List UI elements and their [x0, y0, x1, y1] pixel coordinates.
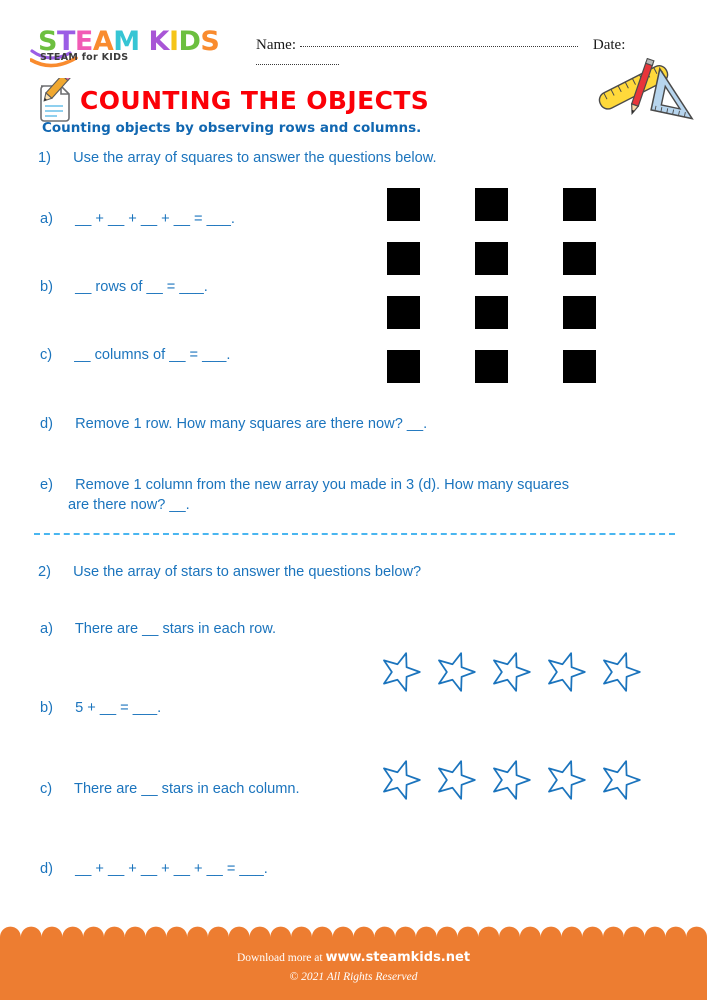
square-cell: [475, 242, 508, 275]
name-input-line[interactable]: [300, 36, 578, 47]
section1-prompt-text: Use the array of squares to answer the questions below.: [73, 150, 437, 166]
square-cell: [563, 242, 596, 275]
item-label: a): [40, 211, 53, 227]
section-divider: [34, 533, 675, 535]
date-input-line[interactable]: [256, 54, 339, 65]
section2-item-d: [40, 861, 268, 877]
logo-letter-6: K: [148, 26, 169, 57]
footer-download-text: Download more at: [236, 952, 323, 964]
square-cell: [475, 188, 508, 221]
squares-row: [387, 188, 596, 221]
item-text: Remove 1 column from the new array you made in 3 (d). How many squares: [75, 477, 570, 493]
item-text: __ + __ + __ + __ = ___.: [75, 211, 235, 227]
logo-letter-4: M: [113, 26, 140, 57]
section2-prompt-text: Use the array of stars to answer the questions below?: [73, 564, 422, 580]
section2-item-a: [40, 621, 276, 637]
logo-letter-0: S: [38, 26, 57, 57]
item-text: There are __ stars in each row.: [74, 621, 277, 637]
item-text: __ + __ + __ + __ + __ = ___.: [75, 861, 268, 877]
logo-letter-7: I: [168, 26, 179, 57]
logo-letter-8: D: [178, 26, 201, 57]
footer-download-line: [0, 950, 707, 965]
section1-item-e-line2: [68, 497, 190, 513]
stars-array-row-1: [378, 650, 642, 694]
star-icon: [598, 650, 642, 694]
squares-row: [387, 350, 596, 383]
item-label: c): [40, 781, 53, 797]
item-label: b): [40, 279, 53, 295]
item-text: __ rows of __ = ___.: [75, 279, 208, 295]
section1-item-b: [40, 279, 208, 295]
star-icon: [378, 758, 422, 802]
footer-scallop-edge: [0, 924, 707, 937]
star-icon: [433, 650, 477, 694]
name-date-row: [256, 36, 686, 60]
section2-item-b: [40, 700, 161, 716]
logo-letter-3: A: [92, 26, 114, 57]
star-icon: [488, 758, 532, 802]
footer-copyright: © 2021 All Rights Reserved: [289, 971, 418, 983]
logo-letter-1: T: [56, 26, 75, 57]
item-text: __ columns of __ = ___.: [74, 347, 231, 363]
page-title: COUNTING THE OBJECTS: [80, 86, 430, 115]
item-text: There are __ stars in each column.: [74, 781, 300, 797]
square-cell: [475, 296, 508, 329]
logo-letter-9: S: [200, 26, 220, 57]
star-icon: [543, 650, 587, 694]
square-cell: [387, 296, 420, 329]
date-label: Date:: [592, 37, 626, 53]
section1-prompt: [38, 150, 437, 166]
item-text: 5 + __ = ___.: [75, 700, 162, 716]
square-cell: [563, 350, 596, 383]
square-cell: [563, 188, 596, 221]
star-icon: [488, 650, 532, 694]
section2-number: 2): [38, 564, 51, 580]
logo-letter-2: E: [74, 26, 93, 57]
name-label: Name:: [256, 37, 296, 53]
footer-site-link[interactable]: www.steamkids.net: [325, 950, 471, 965]
section1-item-e: [40, 477, 569, 493]
item-label: b): [40, 700, 53, 716]
item-text: Remove 1 row. How many squares are there now? __.: [75, 416, 428, 432]
item-label: d): [40, 416, 53, 432]
square-cell: [387, 350, 420, 383]
star-icon: [378, 650, 422, 694]
item-text: are there now? __.: [68, 497, 190, 513]
item-label: a): [40, 621, 53, 637]
square-cell: [563, 296, 596, 329]
star-icon: [543, 758, 587, 802]
item-label: c): [40, 347, 53, 363]
section1-item-a: [40, 211, 235, 227]
section2-prompt: [38, 564, 421, 580]
squares-row: [387, 296, 596, 329]
square-cell: [387, 242, 420, 275]
page-footer: [0, 937, 707, 1000]
section1-item-d: [40, 416, 427, 432]
star-icon: [598, 758, 642, 802]
square-cell: [475, 350, 508, 383]
squares-row: [387, 242, 596, 275]
section1-item-c: [40, 347, 230, 363]
logo-letter-5: [140, 28, 149, 55]
ruler-pencil-setsquare-icon: [596, 58, 704, 130]
square-cell: [387, 188, 420, 221]
page-subtitle: Counting objects by observing rows and columns.: [42, 120, 422, 136]
item-label: d): [40, 861, 53, 877]
section2-item-c: [40, 781, 300, 797]
stars-array-row-2: [378, 758, 642, 802]
squares-array: [387, 188, 596, 404]
logo-tagline: STEAM for KIDS: [40, 52, 129, 63]
star-icon: [433, 758, 477, 802]
section1-number: 1): [38, 150, 51, 166]
item-label: e): [40, 477, 53, 493]
pencil-notepad-icon: [33, 78, 77, 123]
